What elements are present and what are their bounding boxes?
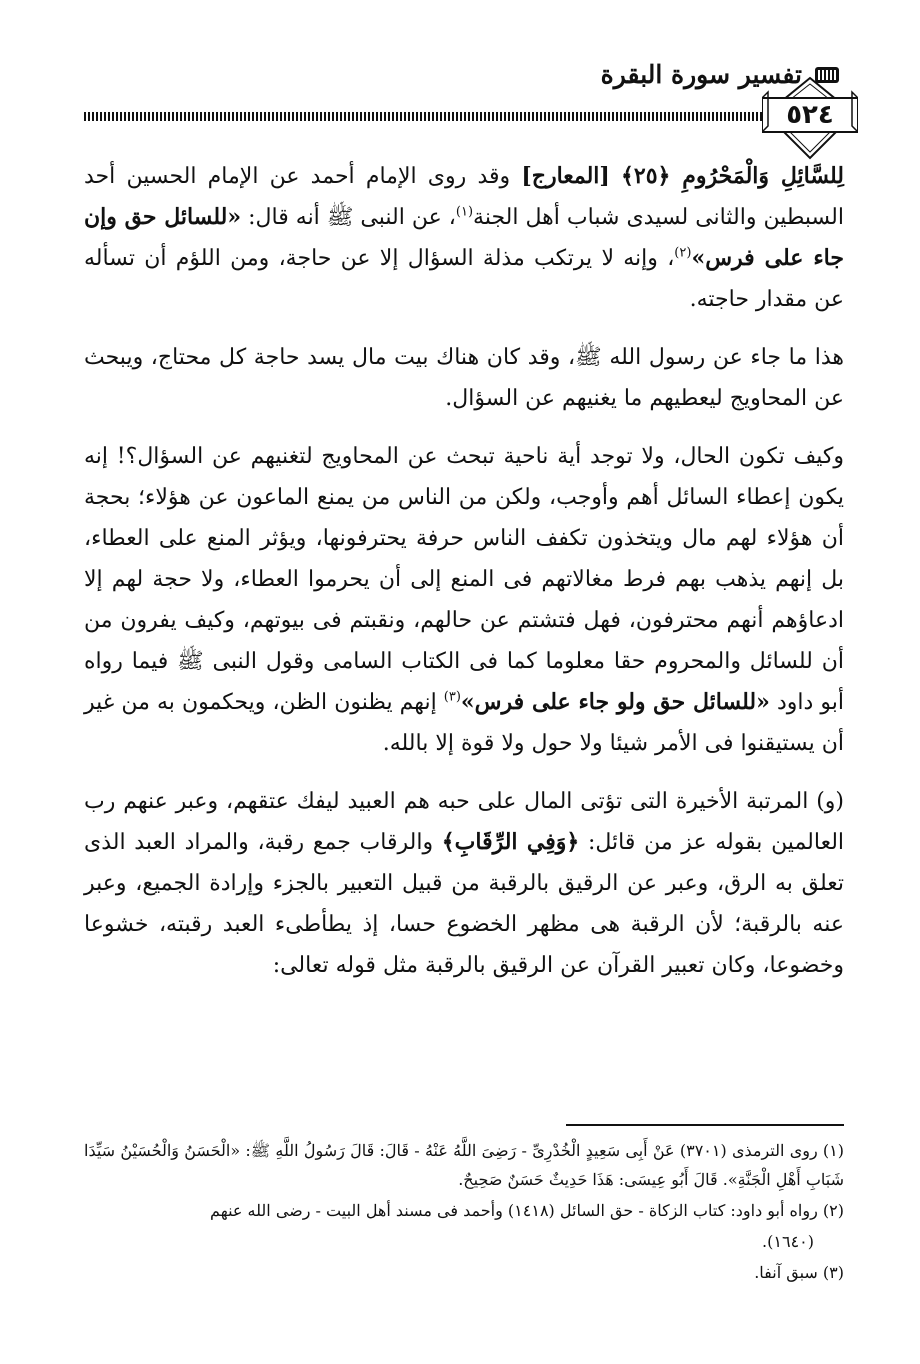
paragraph-3 [84,436,844,764]
quran-verse: ﴿وَفِي الرِّقَابِ﴾ [441,829,580,855]
main-text [84,156,844,986]
text-run: إنهم يظنون الظن، ويحكمون به من غير أن يستيقنوا فى الأمر شيئا ولا حول ولا قوة إلا بالله. [84,690,844,756]
footnotes [84,1136,844,1289]
paragraph-4 [84,781,844,986]
paragraph-1 [84,156,844,320]
text-run: ، عن النبى ﷺ أنه قال: [241,205,456,230]
footnote-1: (١) روى الترمذى (٣٧٠١) عَنْ أَبِى سَعِيدٍ الْخُدْرِىِّ - رَضِىَ اللَّهُ عَنْهُ - قَالَ: قَالَ رَسُولُ اللَّهِ ﷺ: «الْحَسَنُ وَالْحُسَيْنُ سَيِّدَا شَبَابِ أَهْلِ الْجَنَّةِ». قَالَ أَبُو عِيسَى: هَذَا حَدِيثٌ حَسَنٌ صَحِيحٌ. [84,1141,845,1189]
footnote-divider [566,1124,844,1126]
text-run: وكيف تكون الحال، ولا توجد أية ناحية تبحث عن المحاويج لتغنيهم عن السؤال؟! إنه يكون إعطاء السائل أهم وأوجب، ولكن من الناس من يمنع الماعون عن هؤلاء؛ بحجة أن هؤلاء لهم مال ويتخذون تكفف الناس حرفة يحترفونها، ويؤثر المنع على العطاء، بل إنهم يذهب بهم فرط مغالاتهم فى المنع إلى أن يحرموا العطاء، ولا حجة لهم إلا ادعاؤهم أنهم محترفون، فهل فتشتم عن حالهم، ونقبتم فى بيوتهم، وكيف يفرون من أن للسائل والمحروم حقا معلوما كما فى الكتاب السامى وقول النبى ﷺ فيما رواه أبو داود [84,444,844,715]
paragraph-2: هذا ما جاء عن رسول الله ﷺ، وقد كان هناك بيت مال يسد حاجة كل محتاج، ويبحث عن المحاويج ليعطيهم ما يغنيهم عن السؤال. [84,345,844,411]
footnote-marker-1: (١) [455,204,474,220]
footnote-2: (٢) رواه أبو داود: كتاب الزكاة - حق السائل (١٤١٨) وأحمد فى مسند أهل البيت - رضى الله عنهم [210,1201,844,1220]
footnote-marker-2: (٢) [674,245,692,261]
text-run: والرقاب جمع رقبة، والمراد العبد الذى تعلق به الرق، وعبر عن الرقيق بالرقبة من قبيل التعبير بالجزء وإرادة الجميع، وعبر عنه بالرقبة؛ لأن الرقبة هى مظهر الخضوع حسا، إذ يطأطىء العبد رقبته، خشوعا وخضوعا، وكان تعبير القرآن عن الرقيق بالرقبة مثل قوله تعالى: [84,830,844,978]
footnote-3: (٣) سبق آنفا. [754,1263,844,1282]
text-run: (و) المرتبة الأخيرة التى تؤتى المال على حبه هم العبيد ليفك عتقهم، وعبر عنهم رب العالمين بقوله عز من قائل: [84,789,845,855]
footnote-2-continued: (١٦٤٠). [762,1232,814,1251]
hadith-quote: «للسائل حق وإن جاء على فرس» [84,204,844,271]
surah-reference: [المعارج] [521,163,610,189]
page-number: ٥٢٤ [786,100,834,130]
header-rule [84,112,774,121]
quran-verse: لِلسَّائِلِ وَالْمَحْرُومِ ﴿٢٥﴾ [621,163,844,189]
text-run: ، وإنه لا يرتكب مذلة السؤال إلا عن حاجة، ومن اللؤم أن تسأله عن مقدار حاجته. [84,246,844,312]
hadith-quote: «للسائل حق ولو جاء على فرس» [460,689,770,715]
text-run: وقد روى الإمام أحمد عن الإمام الحسين أحد السبطين والثانى لسيدى شباب أهل الجنة [84,164,844,230]
running-head-title: تفسير سورة البقرة [600,60,802,89]
footnote-marker-3: (٣) [443,689,461,705]
